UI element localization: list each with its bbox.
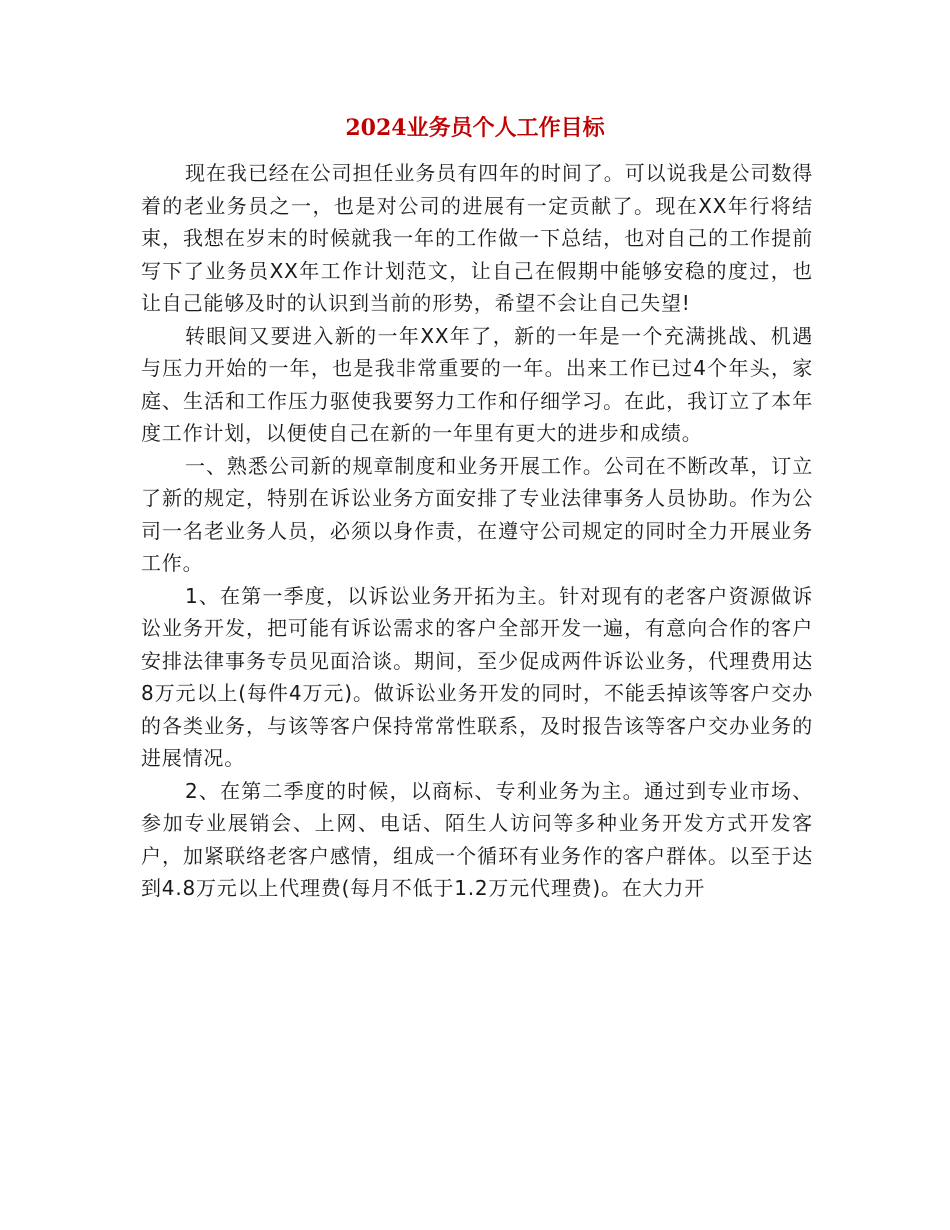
document-body <box>141 157 813 905</box>
paragraph-new-year: 转眼间又要进入新的一年XX年了，新的一年是一个充满挑战、机遇与压力开始的一年，也是我非常重要的一年。出来工作已过4个年头，家庭、生活和工作压力驱使我要努力工作和仔细学习。在此，我订立了本年度工作计划，以便使自己在新的一年里有更大的进步和成绩。 <box>141 323 813 445</box>
paragraph-intro: 现在我已经在公司担任业务员有四年的时间了。可以说我是公司数得着的老业务员之一，也是对公司的进展有一定贡献了。现在XX年行将结束，我想在岁末的时候就我一年的工作做一下总结，也对自己的工作提前写下了业务员XX年工作计划范文，让自己在假期中能够安稳的度过，也让自己能够及时的认识到当前的形势，希望不会让自己失望! <box>141 161 813 315</box>
paragraph-section-one: 一、熟悉公司新的规章制度和业务开展工作。公司在不断改革，订立了新的规定，特别在诉讼业务方面安排了专业法律事务人员协助。作为公司一名老业务人员，必须以身作责，在遵守公司规定的同时全力开展业务工作。 <box>141 453 813 575</box>
paragraph-first-quarter: 1、在第一季度，以诉讼业务开拓为主。针对现有的老客户资源做诉讼业务开发，把可能有诉讼需求的客户全部开发一遍，有意向合作的客户安排法律事务专员见面洽谈。期间，至少促成两件诉讼业务，代理费用达8万元以上(每件4万元)。做诉讼业务开发的同时，不能丢掉该等客户交办的各类业务，与该等客户保持常常性联系，及时报告该等客户交办业务的进展情况。 <box>141 583 813 770</box>
document-title: 2024业务员个人工作目标 <box>345 115 605 141</box>
paragraph-second-quarter: 2、在第二季度的时候，以商标、专利业务为主。通过到专业市场、参加专业展销会、上网、电话、陌生人访问等多种业务开发方式开发客户，加紧联络老客户感情，组成一个循环有业务作的客户群体。以至于达到4.8万元以上代理费(每月不低于1.2万元代理费)。在大力开 <box>141 778 813 900</box>
